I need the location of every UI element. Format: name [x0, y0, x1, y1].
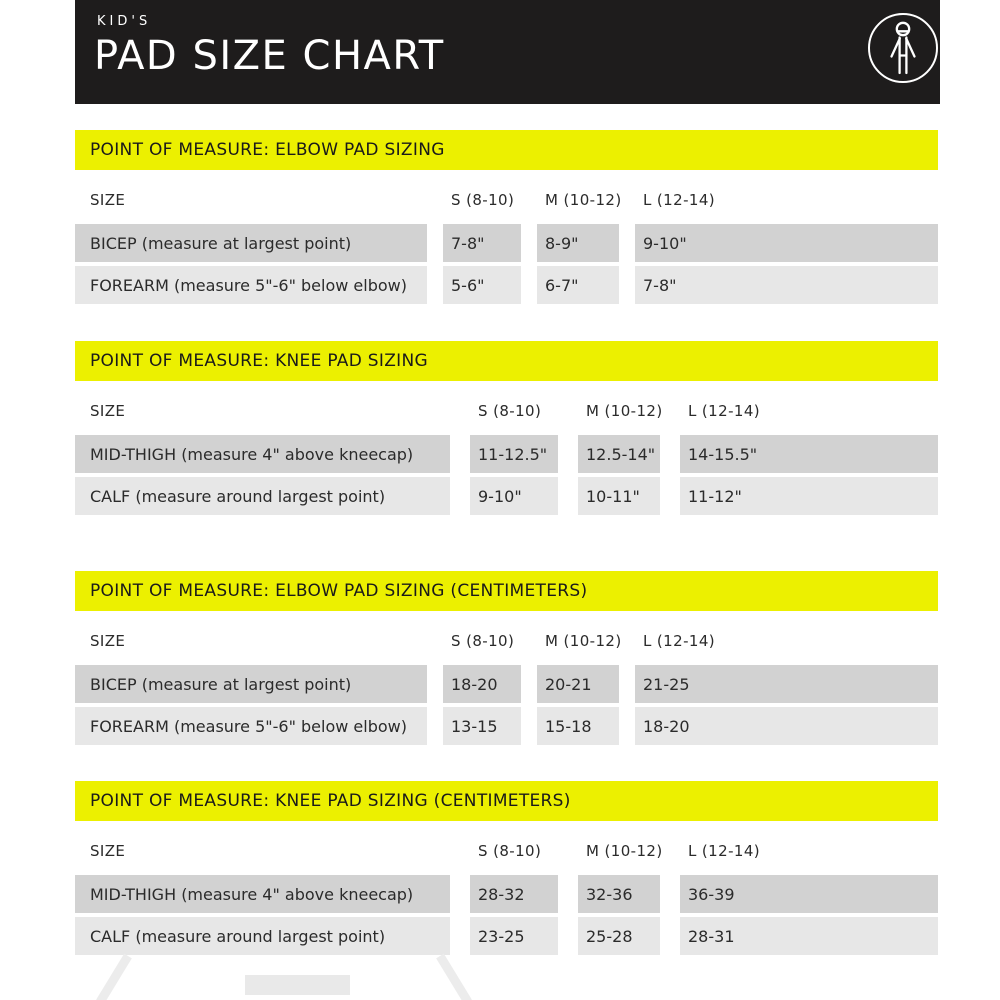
- elbow-pad-sizing-table: [75, 130, 938, 304]
- column-header-s: S (8-10): [451, 632, 515, 650]
- header-bar: [75, 0, 940, 104]
- table-row: [75, 875, 938, 913]
- row-value-s: 18-20: [443, 665, 521, 703]
- knee-pad-sizing-table: [75, 341, 938, 515]
- elbow-pad-sizing-cm-table: [75, 571, 938, 745]
- size-chart-content: [75, 130, 938, 959]
- row-label: MID-THIGH (measure 4" above kneecap): [75, 435, 450, 473]
- row-value-m: 10-11": [578, 477, 660, 515]
- column-header-l: L (12-14): [688, 842, 761, 860]
- row-label: CALF (measure around largest point): [75, 917, 450, 955]
- row-value-s: 11-12.5": [470, 435, 558, 473]
- table-row: [75, 435, 938, 473]
- row-value-s: 7-8": [443, 224, 521, 262]
- row-value-l: 9-10": [635, 224, 938, 262]
- kid-figure-badge: [868, 13, 938, 83]
- size-column-header: SIZE: [90, 402, 126, 420]
- row-value-m: 15-18: [537, 707, 619, 745]
- size-column-header: SIZE: [90, 842, 126, 860]
- row-value-s: 13-15: [443, 707, 521, 745]
- table-header-row: [75, 835, 938, 867]
- row-label: MID-THIGH (measure 4" above kneecap): [75, 875, 450, 913]
- row-label: CALF (measure around largest point): [75, 477, 450, 515]
- column-header-s: S (8-10): [451, 191, 515, 209]
- row-value-s: 23-25: [470, 917, 558, 955]
- knee-pad-sizing-cm-table: [75, 781, 938, 955]
- page-title: PAD SIZE CHART: [94, 33, 445, 79]
- row-label: BICEP (measure at largest point): [75, 665, 427, 703]
- watermark-figure-legs: [0, 950, 1000, 1000]
- table-row: [75, 266, 938, 304]
- table-row: [75, 665, 938, 703]
- row-value-l: 11-12": [680, 477, 938, 515]
- section-banner: POINT OF MEASURE: KNEE PAD SIZING: [75, 341, 938, 381]
- row-value-m: 25-28: [578, 917, 660, 955]
- section-banner: POINT OF MEASURE: ELBOW PAD SIZING: [75, 130, 938, 170]
- section-banner: POINT OF MEASURE: KNEE PAD SIZING (CENTIMETERS): [75, 781, 938, 821]
- row-value-l: 28-31: [680, 917, 938, 955]
- column-header-l: L (12-14): [688, 402, 761, 420]
- row-label: FOREARM (measure 5"-6" below elbow): [75, 266, 427, 304]
- table-header-row: [75, 395, 938, 427]
- column-header-s: S (8-10): [478, 402, 542, 420]
- row-label: BICEP (measure at largest point): [75, 224, 427, 262]
- column-header-m: M (10-12): [545, 191, 622, 209]
- row-value-m: 8-9": [537, 224, 619, 262]
- column-header-l: L (12-14): [643, 191, 716, 209]
- column-header-m: M (10-12): [545, 632, 622, 650]
- table-row: [75, 477, 938, 515]
- row-value-m: 20-21: [537, 665, 619, 703]
- table-header-row: [75, 184, 938, 216]
- column-header-l: L (12-14): [643, 632, 716, 650]
- column-header-s: S (8-10): [478, 842, 542, 860]
- row-value-s: 9-10": [470, 477, 558, 515]
- row-label: FOREARM (measure 5"-6" below elbow): [75, 707, 427, 745]
- column-header-m: M (10-12): [586, 402, 663, 420]
- row-value-m: 6-7": [537, 266, 619, 304]
- section-banner: POINT OF MEASURE: ELBOW PAD SIZING (CENTIMETERS): [75, 571, 938, 611]
- row-value-l: 18-20: [635, 707, 938, 745]
- size-column-header: SIZE: [90, 632, 126, 650]
- row-value-m: 12.5-14": [578, 435, 660, 473]
- row-value-l: 7-8": [635, 266, 938, 304]
- header-eyebrow: KID'S: [97, 14, 152, 29]
- table-header-row: [75, 625, 938, 657]
- row-value-s: 5-6": [443, 266, 521, 304]
- row-value-s: 28-32: [470, 875, 558, 913]
- kid-figure-icon: [884, 21, 922, 75]
- table-row: [75, 224, 938, 262]
- row-value-m: 32-36: [578, 875, 660, 913]
- row-value-l: 14-15.5": [680, 435, 938, 473]
- row-value-l: 36-39: [680, 875, 938, 913]
- table-row: [75, 707, 938, 745]
- size-column-header: SIZE: [90, 191, 126, 209]
- row-value-l: 21-25: [635, 665, 938, 703]
- column-header-m: M (10-12): [586, 842, 663, 860]
